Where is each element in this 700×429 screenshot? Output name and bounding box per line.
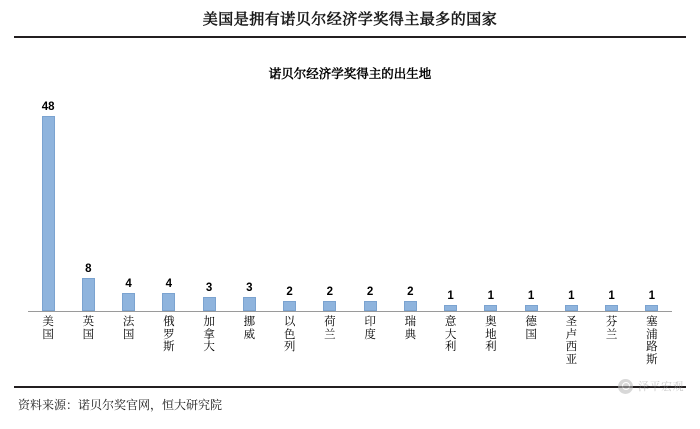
x-tick-label: 德国: [525, 316, 537, 341]
bar-rect[interactable]: [364, 301, 377, 311]
bar-value-label: 2: [326, 285, 334, 298]
bar-value-label: 4: [125, 277, 132, 290]
bar-item[interactable]: [511, 86, 551, 311]
bar-value-label: 2: [366, 285, 374, 298]
x-tick-label: 以色列: [283, 316, 296, 353]
x-tick-label: 瑞典: [404, 316, 417, 341]
bar-item[interactable]: [471, 86, 511, 311]
watermark-label: 泽平宏观: [638, 381, 684, 393]
circle-logo-icon: [618, 379, 633, 394]
x-tick: [592, 316, 632, 341]
bar-value-label: 3: [205, 281, 213, 294]
bar-value-label: 48: [41, 100, 55, 113]
bar-rect[interactable]: [203, 297, 216, 311]
bar-item[interactable]: [68, 86, 108, 311]
bar-item[interactable]: [390, 86, 430, 311]
bar-item[interactable]: [551, 86, 591, 311]
bar-item[interactable]: [229, 86, 269, 311]
x-tick-label: 法国: [122, 316, 135, 341]
bar-rect[interactable]: [243, 297, 256, 311]
footer-divider: [14, 386, 686, 388]
chart-title: 诺贝尔经济学奖得主的出生地: [268, 67, 432, 81]
x-tick: [390, 316, 430, 341]
bar-item[interactable]: [109, 86, 149, 311]
header-divider: [14, 36, 686, 38]
bar-rect[interactable]: [42, 116, 55, 311]
bar-rect[interactable]: [404, 301, 417, 311]
bar-item[interactable]: [350, 86, 390, 311]
page-title: 美国是拥有诺贝尔经济学奖得主最多的国家: [202, 11, 498, 28]
x-tick: [632, 316, 672, 366]
bar-value-label: 1: [568, 289, 575, 302]
bar-value-label: 2: [286, 285, 293, 298]
x-tick-label: 荷兰: [324, 316, 336, 341]
x-tick-label: 意大利: [444, 316, 457, 353]
bar-rect[interactable]: [283, 301, 296, 311]
chart-plot-area: [28, 86, 672, 312]
bar-item[interactable]: [310, 86, 350, 311]
x-axis-labels: [28, 316, 672, 388]
x-tick-label: 印度: [364, 316, 376, 341]
x-tick: [189, 316, 229, 354]
x-tick: [270, 316, 310, 354]
x-tick: [229, 316, 269, 341]
x-axis-line: [28, 311, 672, 312]
x-tick-label: 圣卢西亚: [565, 316, 578, 366]
x-tick-label: 美国: [42, 316, 54, 341]
x-tick-label: 俄罗斯: [163, 316, 175, 353]
x-tick: [511, 316, 551, 341]
bar-value-label: 4: [165, 277, 173, 290]
x-tick: [350, 316, 390, 341]
x-tick: [68, 316, 108, 341]
watermark: [618, 378, 684, 394]
bar-value-label: 2: [407, 285, 414, 298]
bar-item[interactable]: [632, 86, 672, 311]
x-tick: [471, 316, 511, 354]
bar-item[interactable]: [149, 86, 189, 311]
bar-value-label: 1: [487, 289, 495, 302]
x-tick: [310, 316, 350, 341]
bar-rect[interactable]: [82, 278, 95, 311]
bar-value-label: 8: [85, 262, 92, 275]
bar-item[interactable]: [270, 86, 310, 311]
x-tick: [109, 316, 149, 341]
x-tick-label: 英国: [82, 316, 95, 341]
x-tick: [28, 316, 68, 341]
bar-item[interactable]: [431, 86, 471, 311]
bar-item[interactable]: [28, 86, 68, 311]
bar-value-label: 1: [608, 289, 615, 302]
bar-value-label: 1: [447, 289, 454, 302]
bar-item[interactable]: [189, 86, 229, 311]
bar-value-label: 1: [648, 289, 656, 302]
x-tick-label: 奥地利: [485, 316, 497, 353]
bar-rect[interactable]: [323, 301, 336, 311]
x-tick-label: 挪威: [243, 316, 256, 341]
x-tick: [149, 316, 189, 354]
source-note: 资料来源：诺贝尔奖官网，恒大研究院: [18, 398, 223, 412]
x-tick-label: 加拿大: [203, 316, 215, 353]
bar-value-label: 1: [527, 289, 535, 302]
bar-series: [28, 86, 672, 311]
x-tick: [551, 316, 591, 366]
bar-rect[interactable]: [162, 293, 175, 311]
bar-rect[interactable]: [122, 293, 135, 311]
bar-value-label: 3: [246, 281, 253, 294]
x-tick: [431, 316, 471, 354]
x-tick-label: 塞浦路斯: [646, 316, 658, 366]
bar-item[interactable]: [592, 86, 632, 311]
x-tick-label: 芬兰: [605, 316, 618, 341]
